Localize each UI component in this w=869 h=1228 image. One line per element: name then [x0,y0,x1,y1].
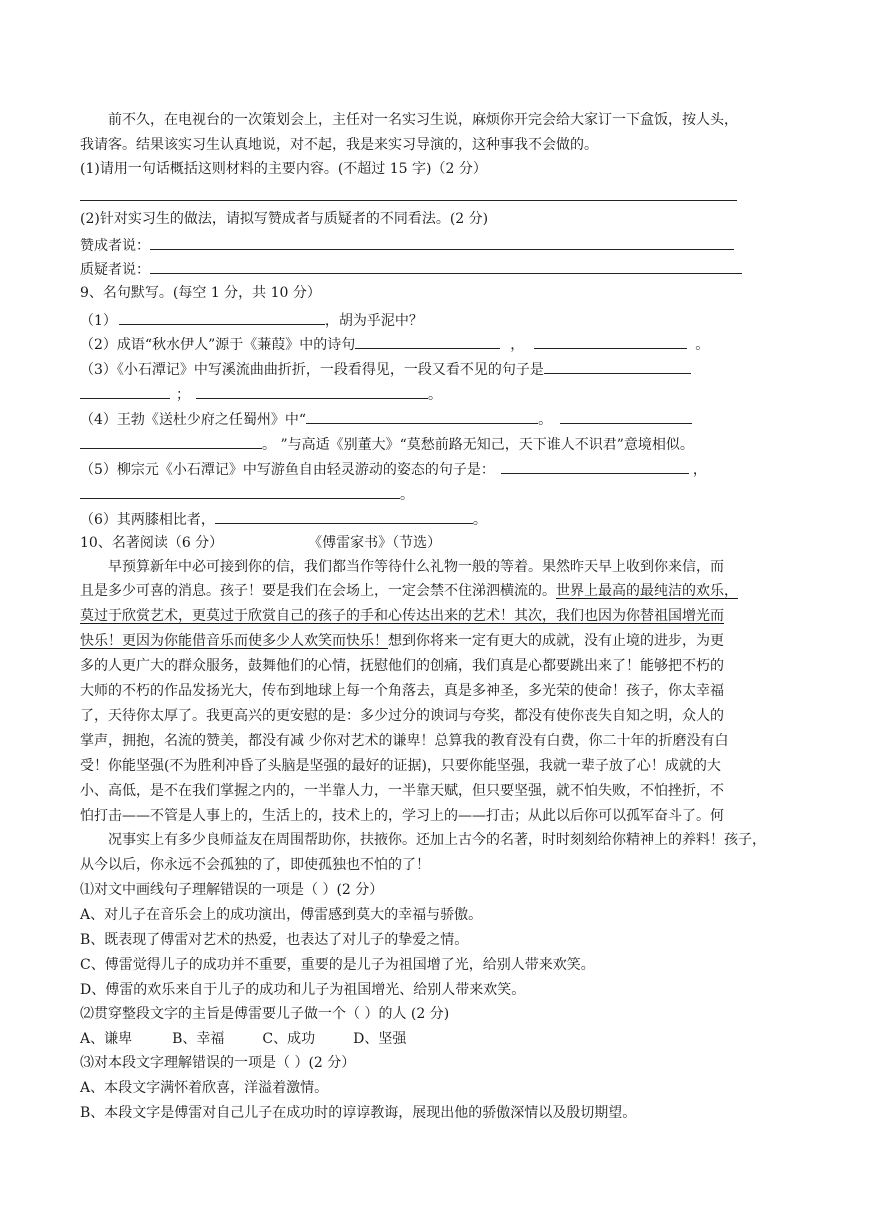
underlined-sentence: 世界上最高的最纯洁的欢乐， [556,583,738,599]
item-text: （2）成语“秋水伊人”源于《蒹葭》中的诗句 [80,337,356,353]
q9-blank-3b[interactable] [80,384,170,399]
q9-title: 9、名句默写。(每空 1 分，共 10 分） [80,285,321,301]
q9-item4-cont [80,434,694,454]
q10-sub1-option-a[interactable]: A、对儿子在音乐会上的成功演出，傅雷感到莫大的幸福与骄傲。 [80,907,483,923]
q9-blank-4c[interactable] [80,434,262,449]
passage-line: 了，天待你太厚了。我更高兴的更安慰的是：多少过分的谀词与夸奖，都没有使你丧失自知之明，众人的 [80,708,724,724]
q8-sub1: (1)请用一句话概括这则材料的主要内容。(不超过 15 字)（2 分） [80,161,487,177]
q10-title: 10、名著阅读（6 分） [80,535,224,551]
passage-text: 想到你将来一定有更大的成就，没有止境的进步，为更 [388,633,724,649]
q9-item6 [80,509,487,529]
q9-item3 [80,359,691,379]
passage-line: 从今以后，你永远不会孤独的了，即使孤独也不怕的了！ [80,857,430,873]
passage-line [80,632,724,650]
q9-item3-cont [80,384,442,404]
passage-line: 小、高低，是不在我们掌握之内的，一半靠人力，一半靠天赋，但只要坚强，就不怕失败，不怕挫折，不 [80,783,724,799]
item-text: （6）其两膝相比者， [80,512,215,528]
q9-blank-5a[interactable] [501,459,689,474]
q8-paragraph-line2: 我请客。结果该实习生认真地说，对不起，我是来实习导演的，这种事我不会做的。 [80,137,598,153]
q9-blank-1[interactable] [119,310,325,325]
q10-sub1-option-d[interactable]: D、傅雷的欢乐来自于儿子的成功和儿子为祖国增光、给别人带来欢笑。 [80,982,526,998]
item-text: 。 [695,337,710,353]
q10-sub2-option-a[interactable]: A、谦卑 [80,1031,133,1047]
q10-sub1-option-b[interactable]: B、既表现了傅雷对艺术的热爱，也表达了对儿子的挚爱之情。 [80,932,469,948]
q8-sub2: (2)针对实习生的做法，请拟写赞成者与质疑者的不同看法。(2 分) [80,211,489,227]
q9-blank-6[interactable] [215,509,473,524]
q9-blank-4a[interactable] [306,409,538,424]
q10-sub1: ⑴对文中画线句子理解错误的一项是（ ）(2 分） [80,882,384,898]
doubt-answer-blank[interactable] [150,259,742,274]
item-text: ， [692,462,707,478]
q8-doubt-row [80,259,742,279]
q8-paragraph-line1: 前不久，在电视台的一次策划会上，主任对一名实习生说，麻烦你开完会给大家订一下盒饭，按人头， [108,112,738,128]
q8-support-row [80,235,734,255]
support-answer-blank[interactable] [150,235,734,250]
passage-line [80,582,738,600]
q10-sub3-option-b[interactable]: B、本段文字是傅雷对自己儿子在成功时的谆谆教诲，展现出他的骄傲深情以及殷切期望。 [80,1105,637,1121]
q10-sub2-options [80,1030,406,1048]
underlined-sentence: 快乐！更因为你能借音乐而使多少人欢笑而快乐！ [80,633,388,649]
q8-sub1-answer-line[interactable] [80,200,737,201]
item-text: ； [176,387,190,403]
passage-line: 大师的不朽的作品发扬光大，传布到地球上每一个角落去，真是多神圣，多光荣的使命！孩子，你太幸福 [80,683,724,699]
q10-sub2-option-d[interactable]: D、坚强 [353,1031,407,1047]
item-text: （3）《小石潭记》中写溪流曲曲折折，一段看得见，一段又看不见的句子是 [80,362,544,378]
q10-sub2-option-b[interactable]: B、幸福 [172,1031,225,1047]
passage-line: 掌声，拥抱，名流的赞美，都没有减 少你对艺术的谦卑！总算我的教育没有白费，你二十年的折磨没有白 [80,733,729,749]
q10-sub2: ⑵贯穿整段文字的主旨是傅雷要儿子做一个（ ）的人 (2 分) [80,1006,450,1022]
passage-line: 多的人更广大的群众服务，鼓舞他们的心情，抚慰他们的创痛，我们真是心都要跳出来了！能够把不朽的 [80,658,724,674]
q10-title-row [80,534,441,552]
support-label: 赞成者说： [80,238,150,254]
passage-line: 早预算新年中必可接到你的信，我们都当作等待什么礼物一般的等着。果然昨天早上收到你来信，而 [108,559,724,575]
doubt-label: 质疑者说： [80,262,150,278]
q9-blank-3a[interactable] [544,359,691,374]
q10-sub3: ⑶对本段文字理解错误的一项是（ ）(2 分） [80,1055,356,1071]
q9-item1 [80,310,423,330]
item-text: （5）柳宗元《小石潭记》中写游鱼自由轻灵游动的姿态的句子是： [80,462,495,478]
q9-item5 [80,459,707,479]
q9-item5-cont [80,484,414,504]
item-text: 。 [428,387,442,403]
passage-line: 怕打击——不管是人事上的，生活上的，技术上的，学习上的——打击；从此以后你可以孤军奋斗了。何 [80,808,724,824]
q9-blank-5b[interactable] [80,484,400,499]
q9-blank-3c[interactable] [196,384,428,399]
item-text: 。 [400,487,414,503]
item-text: 。 [538,412,553,428]
q10-sub2-option-c[interactable]: C、成功 [262,1031,316,1047]
q9-item2 [80,334,709,354]
q10-sub1-option-c[interactable]: C、傅雷觉得儿子的成功并不重要，重要的是儿子为祖国增了光，给别人带来欢笑。 [80,957,595,973]
q10-sub3-option-a[interactable]: A、本段文字满怀着欣喜，洋溢着激情。 [80,1080,329,1096]
q9-blank-4b[interactable] [560,409,692,424]
q10-book-title: 《傅雷家书》（节选） [315,535,442,551]
item-text: ， [510,337,525,353]
item-text: ，胡为乎泥中？ [324,313,423,329]
item-number: （1） [80,313,117,329]
q9-blank-2b[interactable] [534,334,687,349]
q9-item4 [80,409,692,429]
q9-blank-2a[interactable] [355,334,500,349]
item-text: 。 ”与高适《别董大》“莫愁前路无知己，天下谁人不识君”意境相似。 [262,437,694,453]
item-text: 。 [472,512,487,528]
item-text: （4）王勃《送杜少府之任蜀州》中“ [80,412,307,428]
underlined-sentence: 莫过于欣赏艺术，更莫过于欣赏自己的孩子的手和心传达出来的艺术！其次，我们也因为你替祖国增光而 [80,608,724,624]
passage-text: 且是多少可喜的消息。孩子！要是我们在会场上，一定会禁不住涕泗横流的。 [80,583,556,599]
passage-line: 况事实上有多少良师益友在周围帮助你，扶掖你。还加上古今的名著，时时刻刻给你精神上的养料！孩子， [108,832,766,848]
passage-line: 受！你能坚强(不为胜利冲昏了头脑是坚强的最好的证据)，只要你能坚强，我就一辈子放了心！成就的大 [80,758,721,774]
